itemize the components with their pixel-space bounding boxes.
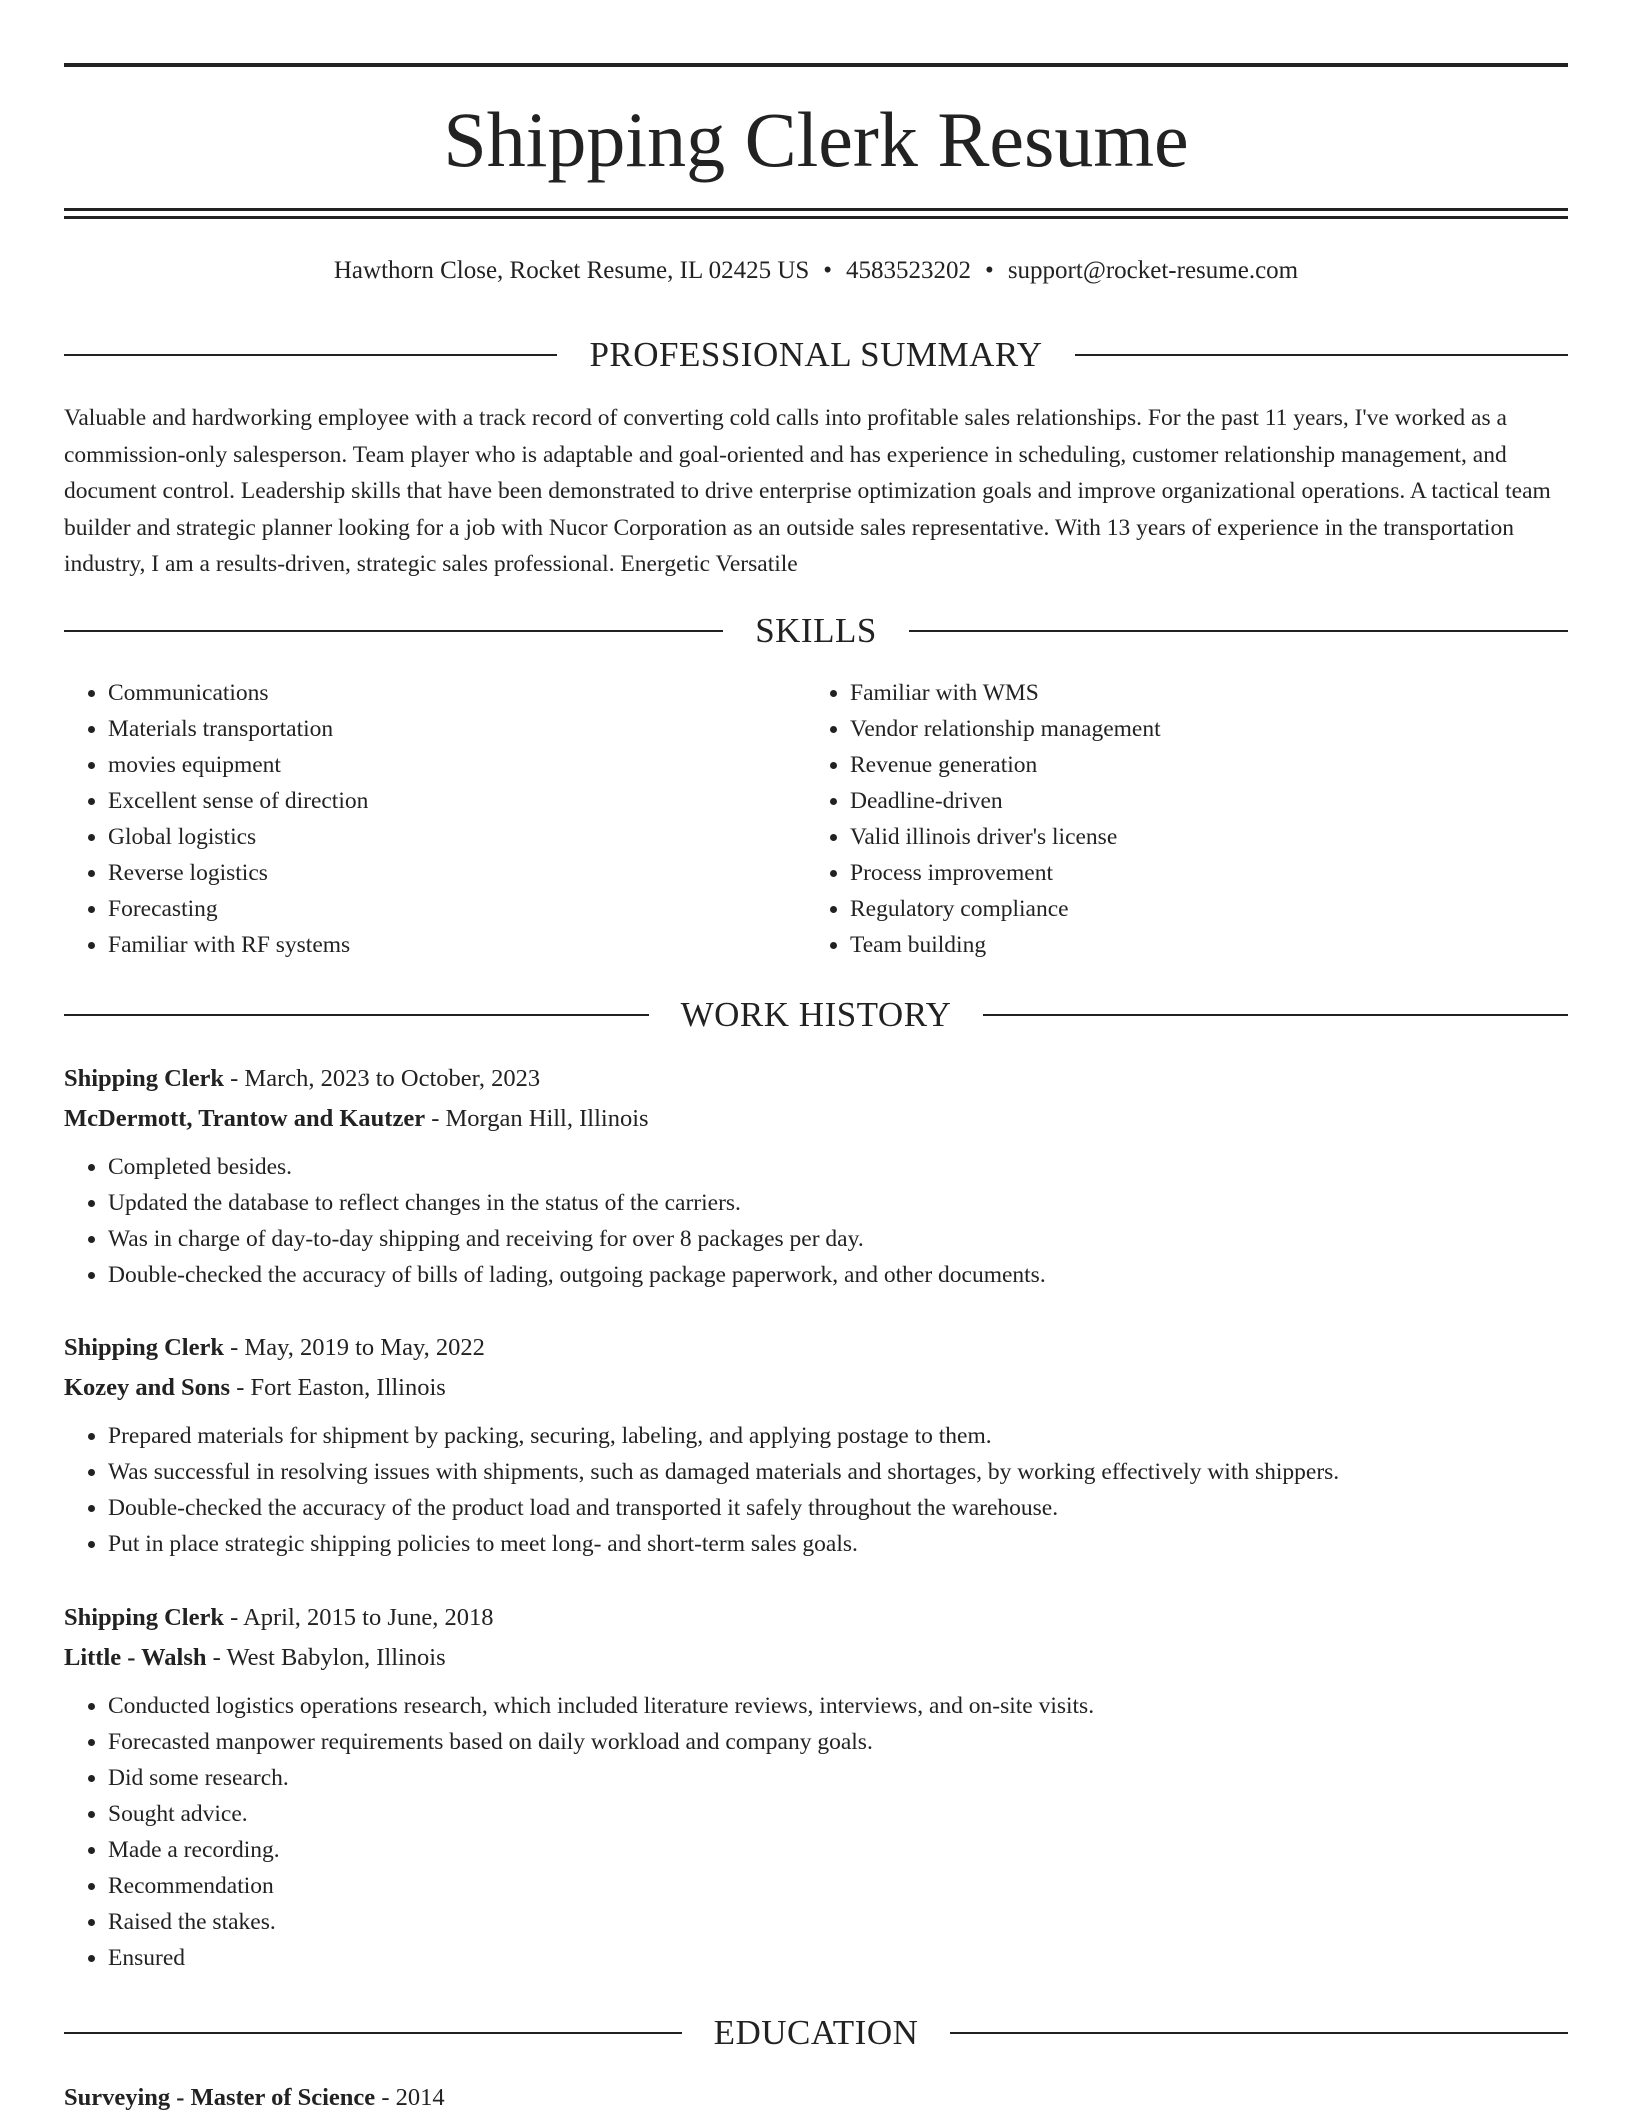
job-bullet: • Prepared materials for shipment by packing, securing, labeling, and applying postage to them.	[108, 1418, 1568, 1454]
contact-line	[64, 254, 1568, 288]
skill-item: • Global logistics	[108, 819, 368, 855]
dash: -	[230, 1374, 251, 1401]
job-entry	[64, 1328, 1568, 1562]
summary-heading-label: PROFESSIONAL SUMMARY	[589, 335, 1043, 374]
job-title: Shipping Clerk	[64, 1065, 224, 1092]
heading-rule	[950, 2032, 1568, 2034]
contact-email: support@rocket-resume.com	[1007, 257, 1299, 284]
education-year: 2014	[395, 2084, 445, 2111]
job-bullets	[64, 1418, 1568, 1562]
job-bullets	[64, 1149, 1568, 1293]
heading-rule	[64, 354, 557, 356]
summary-section-heading	[64, 335, 1568, 375]
skill-item: • Familiar with WMS	[850, 675, 1161, 711]
heading-rule	[64, 1014, 649, 1016]
job-company-line	[64, 1638, 1568, 1678]
header-top-rule	[64, 63, 1568, 67]
header-bottom-rule	[64, 208, 1568, 211]
skill-item: • Familiar with RF systems	[108, 927, 368, 963]
skills-column-left	[64, 675, 368, 963]
skills-column-right	[806, 675, 1161, 963]
skill-item: • Vendor relationship management	[850, 711, 1161, 747]
job-title: Shipping Clerk	[64, 1334, 224, 1361]
job-company-line	[64, 1368, 1568, 1408]
job-bullet: • Did some research.	[108, 1760, 1568, 1796]
education-heading-label: EDUCATION	[713, 2013, 919, 2052]
job-bullet: • Put in place strategic shipping policies to meet long- and short-term sales goals.	[108, 1526, 1568, 1562]
skill-item: • Team building	[850, 927, 1161, 963]
skill-item: • Excellent sense of direction	[108, 783, 368, 819]
job-company: Little - Walsh	[64, 1644, 207, 1671]
job-company-line	[64, 1099, 1568, 1139]
job-title-line	[64, 1598, 1568, 1638]
skill-item: • Valid illinois driver's license	[850, 819, 1161, 855]
dash: -	[224, 1604, 244, 1631]
job-company: McDermott, Trantow and Kautzer	[64, 1105, 426, 1132]
heading-rule	[909, 630, 1568, 632]
job-dates: April, 2015 to June, 2018	[243, 1604, 494, 1631]
job-location: West Babylon, Illinois	[226, 1644, 446, 1671]
skill-item: • Forecasting	[108, 891, 368, 927]
education-entry	[64, 2078, 445, 2118]
job-bullet: • Recommendation	[108, 1868, 1568, 1904]
job-bullet: • Ensured	[108, 1940, 1568, 1976]
header-bottom-rule-second	[64, 216, 1568, 219]
skill-item: • Reverse logistics	[108, 855, 368, 891]
skills-section-heading	[64, 611, 1568, 651]
skills-heading-label: SKILLS	[755, 611, 877, 650]
job-bullet: • Raised the stakes.	[108, 1904, 1568, 1940]
job-bullet: • Made a recording.	[108, 1832, 1568, 1868]
job-location: Fort Easton, Illinois	[250, 1374, 446, 1401]
job-bullet: • Double-checked the accuracy of bills of lading, outgoing package paperwork, and other documents.	[108, 1257, 1568, 1293]
skill-item: • Revenue generation	[850, 747, 1161, 783]
skill-item: • Communications	[108, 675, 368, 711]
job-bullet: • Updated the database to reflect changes in the status of the carriers.	[108, 1185, 1568, 1221]
job-company: Kozey and Sons	[64, 1374, 231, 1401]
skill-item: • movies equipment	[108, 747, 368, 783]
job-bullet: • Was successful in resolving issues with shipments, such as damaged materials and shortages, by working effectively with shippers.	[108, 1454, 1568, 1490]
job-bullet: • Conducted logistics operations research, which included literature reviews, interviews, and on-site visits.	[108, 1688, 1568, 1724]
heading-rule	[64, 2032, 682, 2034]
job-entry	[64, 1598, 1568, 1976]
dash: -	[375, 2084, 396, 2111]
education-degree: Surveying - Master of Science	[64, 2084, 376, 2111]
education-section-heading	[64, 2013, 1568, 2053]
job-location: Morgan Hill, Illinois	[445, 1105, 649, 1132]
contact-address: Hawthorn Close, Rocket Resume, IL 02425 US	[333, 257, 810, 284]
summary-text: Valuable and hardworking employee with a track record of converting cold calls into profitable sales relationships. For the past 11 years, I've worked as a commission-only salesperson. Team player who is adaptable and goal-oriented and has experience in scheduling, customer relationship management, and document control. Leadership skills that have been demonstrated to drive enterprise optimization goals and improve organizational operations. A tactical team builder and strategic planner looking for a job with Nucor Corporation as an outside sales representative. With 13 years of experience in the transportation industry, I am a results-driven, strategic sales professional. Energetic Versatile	[64, 405, 1551, 577]
heading-rule	[64, 630, 723, 632]
contact-separator: •	[985, 257, 994, 284]
heading-rule	[983, 1014, 1568, 1016]
skill-item: • Regulatory compliance	[850, 891, 1161, 927]
job-title: Shipping Clerk	[64, 1604, 224, 1631]
dash: -	[224, 1334, 245, 1361]
skill-item: • Materials transportation	[108, 711, 368, 747]
job-dates: March, 2023 to October, 2023	[244, 1065, 541, 1092]
skill-item: • Process improvement	[850, 855, 1161, 891]
contact-separator: •	[823, 257, 833, 284]
job-title-line	[64, 1328, 1568, 1368]
work-heading-label: WORK HISTORY	[680, 995, 952, 1034]
job-title-line	[64, 1059, 1568, 1099]
contact-phone: 4583523202	[846, 257, 972, 284]
job-bullet: • Completed besides.	[108, 1149, 1568, 1185]
resume-title: Shipping Clerk Resume	[443, 96, 1189, 183]
job-bullet: • Sought advice.	[108, 1796, 1568, 1832]
skill-item: • Deadline-driven	[850, 783, 1161, 819]
job-bullet: • Double-checked the accuracy of the product load and transported it safely throughout the warehouse.	[108, 1490, 1568, 1526]
job-bullet: • Was in charge of day-to-day shipping and receiving for over 8 packages per day.	[108, 1221, 1568, 1257]
job-bullets	[64, 1688, 1568, 1976]
job-dates: May, 2019 to May, 2022	[244, 1334, 485, 1361]
dash: -	[425, 1105, 446, 1132]
heading-rule	[1075, 354, 1568, 356]
job-entry	[64, 1059, 1568, 1293]
dash: -	[224, 1065, 245, 1092]
dash: -	[206, 1644, 227, 1671]
work-section-heading	[64, 995, 1568, 1035]
job-bullet: • Forecasted manpower requirements based on daily workload and company goals.	[108, 1724, 1568, 1760]
